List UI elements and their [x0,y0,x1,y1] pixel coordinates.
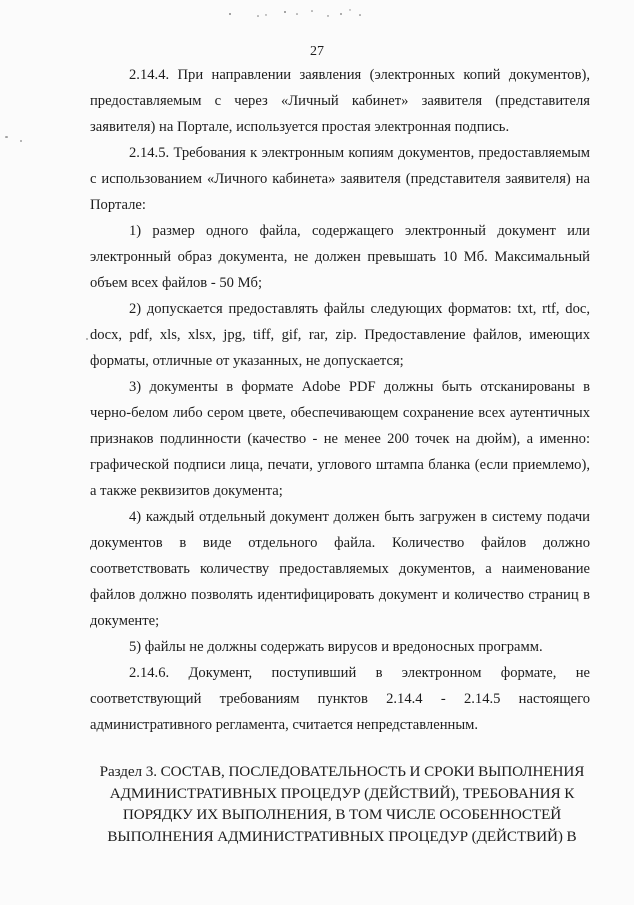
paragraph-2-14-5: 2.14.5. Требования к электронным копиям документов, предоставляемым с использованием «Личного кабинета» заявителя (представителя заявителя) на Портале: [90,145,590,213]
scan-speck [86,338,88,340]
list-item-3: 3) документы в формате Adobe PDF должны быть отсканированы в черно-белом либо сером цвете, обеспечивающем сохранение всех аутентичных признаков подлинности (качество - не менее 200 точек на дюйм), а именно: графической подписи лица, печати, углового штампа бланка (если приемлемо), а также реквизитов документа; [90,379,590,499]
scan-noise-top [200,6,390,20]
document-body [90,62,590,738]
list-item-1: 1) размер одного файла, содержащего электронный документ или электронный образ документа, не должен превышать 10 Мб. Максимальный объем всех файлов - 50 Мб; [90,223,590,291]
list-item-2: 2) допускается предоставлять файлы следующих форматов: txt, rtf, doc, docx, pdf, xls, xlsx, jpg, tiff, gif, rar, zip. Предоставление файлов, имеющих форматы, отличные от указанных, не допускается; [90,301,590,369]
paragraph-2-14-6: 2.14.6. Документ, поступивший в электронном формате, не соответствующий требованиям пунктов 2.14.4 - 2.14.5 настоящего административного регламента, считается непредставленным. [90,665,590,733]
scan-speck [5,136,8,138]
list-item-4: 4) каждый отдельный документ должен быть загружен в систему подачи документов в виде отдельного файла. Количество файлов должно соответствовать количеству предоставляемых документов, а наименование файлов должно позволять идентифицировать документ и количество страниц в документе; [90,509,590,629]
section-heading: Раздел 3. СОСТАВ, ПОСЛЕДОВАТЕЛЬНОСТЬ И СРОКИ ВЫПОЛНЕНИЯ АДМИНИСТРАТИВНЫХ ПРОЦЕДУР (ДЕЙСТВИЙ), ТРЕБОВАНИЯ К ПОРЯДКУ ИХ ВЫПОЛНЕНИЯ, В ТОМ ЧИСЛЕ ОСОБЕННОСТЕЙ ВЫПОЛНЕНИЯ АДМИНИСТРАТИВНЫХ ПРОЦЕДУР (ДЕЙСТВИЙ) В [99,763,585,845]
scan-speck [20,140,22,142]
page-number: 27 [310,44,324,59]
paragraph-2-14-4: 2.14.4. При направлении заявления (электронных копий документов), предоставляемым с через «Личный кабинет» заявителя (представителя заявителя) на Портале, используется простая электронная подпись. [90,67,590,135]
list-item-5: 5) файлы не должны содержать вирусов и вредоносных программ. [129,639,543,655]
